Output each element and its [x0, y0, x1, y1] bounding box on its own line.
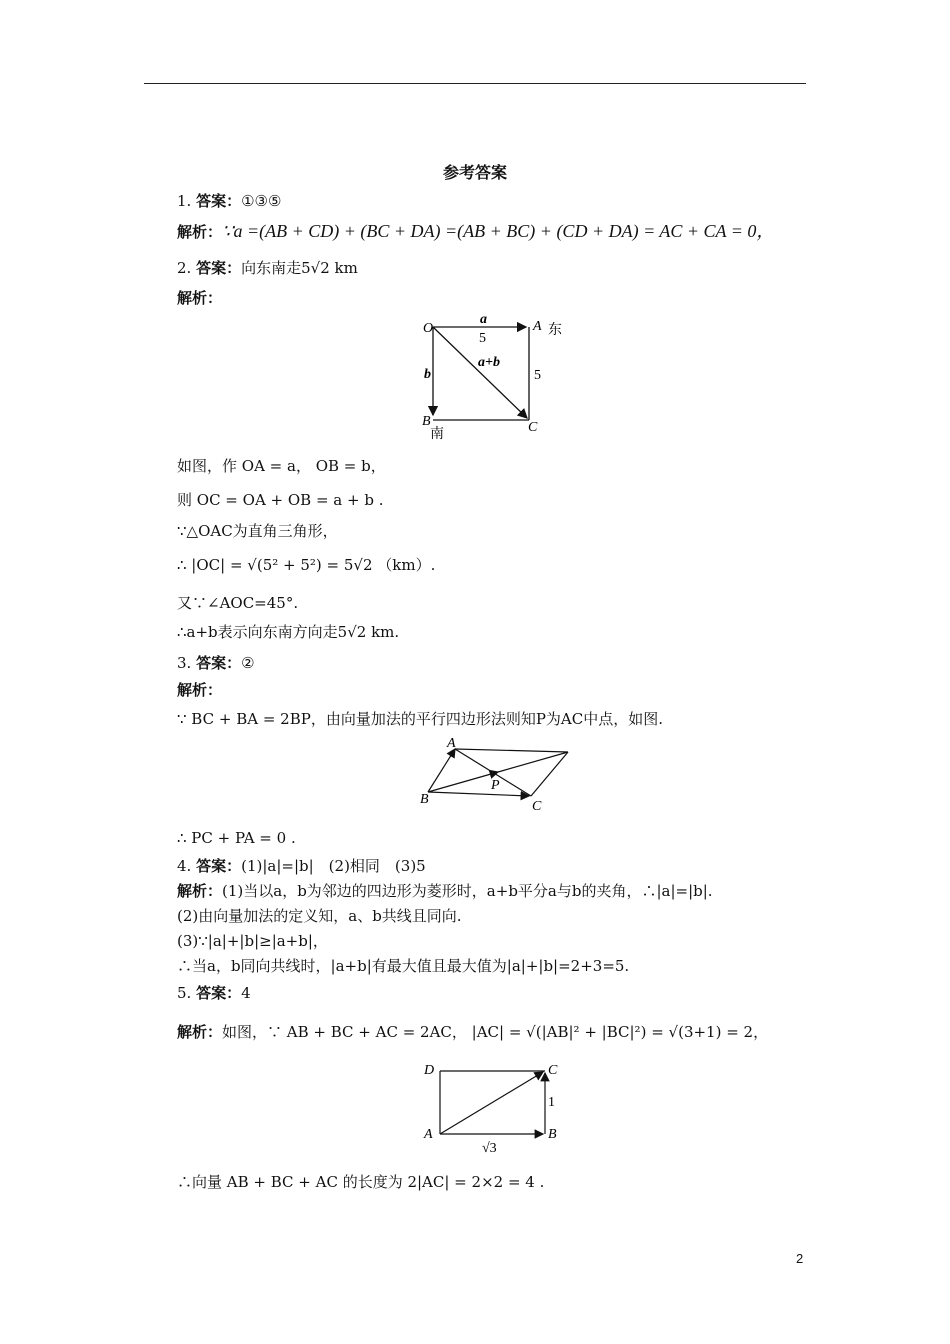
q3-answer: ② [241, 654, 255, 672]
q2-analysis-label: 解析： [177, 289, 223, 307]
q3-label-p: P [491, 778, 500, 793]
q5-analysis-line [177, 1022, 768, 1042]
q2-label-vec-b: b [424, 367, 431, 382]
q5-analysis: 如图，∵ AB + BC + AC = 2AC， |AC| = √(|AB|² + |BC|²) = √(3+1) = 2， [222, 1023, 769, 1041]
q1-answer-line [177, 191, 281, 211]
q2-line-5: 又∵∠AOC=45°. [177, 594, 299, 612]
q4-line-3: (3)∵|a|+|b|≥|a+b|， [177, 932, 328, 950]
q1-number: 1. [177, 192, 192, 210]
q2-number: 2. [177, 259, 192, 277]
q2-label-south: 南 [430, 427, 444, 442]
q3-label-a: A [447, 736, 456, 751]
q4-analysis-line [177, 881, 713, 901]
q2-line-2: 则 OC = OA + OB = a + b . [177, 491, 384, 509]
q4-answer: (1)|a|=|b| (2)相同 (3)5 [241, 857, 426, 875]
page-number: 2 [796, 1251, 804, 1266]
q5-conclusion: ∴向量 AB + BC + AC 的长度为 2|AC| = 2×2 = 4 . [177, 1173, 545, 1191]
q2-label-east: 东 [548, 323, 562, 338]
q3-diagonal-pd [498, 752, 568, 772]
q4-line-4: ∴当a，b同向共线时，|a+b|有最大值且最大值为|a|+|b|=2+3=5. [177, 957, 630, 975]
q5-label-b: B [548, 1127, 557, 1142]
q5-answer: 4 [241, 984, 251, 1002]
q3-label-c: C [532, 799, 542, 814]
q2-answer-label: 答案： [196, 259, 242, 277]
q3-vector-bc [428, 792, 529, 796]
q3-line-2: ∴ PC + PA = 0 . [177, 829, 296, 847]
q4-number: 4. [177, 857, 192, 875]
header-rule [144, 83, 806, 84]
q2-label-a-plus-b: a+b [478, 355, 500, 370]
q1-analysis-label: 解析： [177, 223, 223, 241]
q3-number: 3. [177, 654, 192, 672]
q1-answer-label: 答案： [196, 192, 242, 210]
q2-answer-line [177, 258, 358, 278]
q3-analysis-label: 解析： [177, 681, 223, 699]
q5-answer-line [177, 983, 251, 1003]
q4-line-2: (2)由向量加法的定义知，a、b共线且同向. [177, 907, 462, 925]
q2-label-c: C [528, 420, 538, 435]
q4-line-1: (1)当以a，b为邻边的四边形为菱形时，a+b平分a与b的夹角，∴|a|=|b|. [222, 882, 713, 900]
q2-label-right-len: 5 [534, 368, 541, 383]
q4-answer-line [177, 856, 426, 876]
q2-line-3: ∵△OAC为直角三角形， [177, 522, 338, 540]
q5-label-a: A [424, 1127, 433, 1142]
q4-answer-label: 答案： [196, 857, 242, 875]
q2-label-top-len: 5 [479, 331, 486, 346]
q1-analysis-line [177, 221, 774, 242]
q5-number: 5. [177, 984, 192, 1002]
q3-side-dc [531, 752, 568, 796]
q3-side-ad [455, 749, 568, 752]
q2-answer: 向东南走5√2 km [241, 259, 358, 277]
q5-analysis-label: 解析： [177, 1023, 223, 1041]
q2-label-a: A [533, 319, 542, 334]
q1-answer: ①③⑤ [241, 192, 282, 210]
q2-label-vec-a: a [480, 312, 487, 327]
q3-analysis-line [177, 680, 222, 700]
q2-figure [418, 312, 568, 442]
q2-label-o: O [423, 321, 434, 336]
q5-label-side-1: 1 [548, 1095, 555, 1110]
q4-analysis-label: 解析： [177, 882, 223, 900]
q5-figure [420, 1060, 570, 1160]
q3-figure [418, 735, 578, 815]
q2-line-4: ∴ |OC| = √(5² + 5²) = 5√2 （km）. [177, 556, 436, 574]
section-title: 参考答案 [442, 163, 507, 182]
q5-label-d: D [424, 1063, 435, 1078]
q5-answer-label: 答案： [196, 984, 242, 1002]
q3-line-1: ∵ BC + BA = 2BP，由向量加法的平行四边形法则知P为AC中点，如图. [177, 710, 663, 728]
q1-analysis: ∵a =(AB + CD) + (BC + DA) =(AB + BC) + (CD + DA) = AC + CA = 0， [222, 221, 775, 241]
q5-label-side-sqrt3: √3 [482, 1141, 497, 1156]
q2-label-b: B [422, 414, 431, 429]
q5-vector-ac [440, 1072, 543, 1134]
q2-analysis-line [177, 288, 222, 308]
q5-label-c: C [548, 1063, 558, 1078]
q3-answer-label: 答案： [196, 654, 242, 672]
q2-line-6: ∴a+b表示向东南方向走5√2 km. [177, 623, 400, 641]
q2-line-1: 如图，作 OA = a， OB = b， [177, 457, 386, 475]
q3-answer-line [177, 653, 255, 673]
q3-label-b: B [420, 792, 429, 807]
